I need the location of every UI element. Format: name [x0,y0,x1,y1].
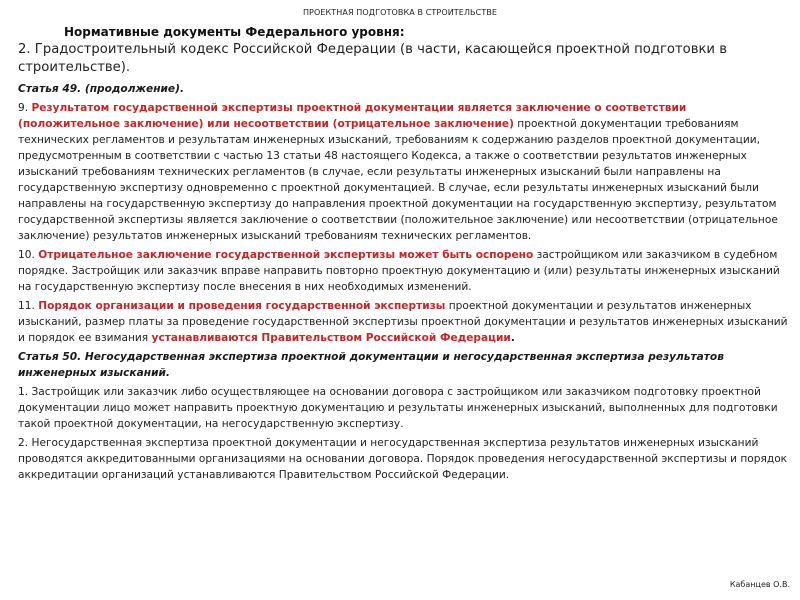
paragraph-10-text: застройщиком или заказчиком в судебном порядке. Застройщик или заказчик вправе направить повторно проектную документацию и (или) результаты инженерных изысканий на государственную экспертизу после внесения в них необходимых изменений. [18,249,780,293]
page-subtitle: 2. Градостроительный кодекс Российской Федерации (в части, касающейся проектной подготовки в строительстве). [18,42,727,75]
paragraph-11 [18,298,788,346]
paragraph-9 [18,100,788,244]
page-title: Нормативные документы Федерального уровня: [64,25,405,39]
paragraph-10 [18,247,788,295]
article-49-title [18,81,788,97]
paragraph-11-number: 11. [18,300,35,312]
article-49-title-text: Статья 49. (продолжение). [18,83,184,95]
paragraph-11-highlight-2: устанавливаются Правительством Российской Федерации [151,332,511,344]
article-50-paragraph-2: 2. Негосударственная экспертиза проектной документации и негосударственная экспертиза результатов инженерных изысканий проводятся аккредитованными организациями на основании договора. Порядок проведения негосударственной экспертизы и порядок аккредитации организаций устанавливаются Правительством Российской Федерации. [18,437,788,481]
article-50-paragraph-1: 1. Застройщик или заказчик либо осуществляющее на основании договора с застройщиком или заказчиком подготовку проектной документации лицо может направить проектную документацию и результаты инженерных изысканий, выполненных для подготовки такой проектной документации, на негосударственную экспертизу. [18,386,778,430]
content [18,81,788,486]
paragraph-11-end: . [510,332,515,344]
paragraph-10-number: 10. [18,249,35,261]
paragraph-9-highlight: Результатом государственной экспертизы проектной документации является заключение о соответствии (положительное заключение) или несоответствии (отрицательное заключение) [18,102,687,130]
article-50-title-text: Статья 50. Негосударственная экспертиза проектной документации и негосударственная экспертиза результатов инженерных изысканий. [18,351,724,379]
header-label: ПРОЕКТНАЯ ПОДГОТОВКА В СТРОИТЕЛЬСТВЕ [302,8,498,17]
paragraph-11-highlight: Порядок организации и проведения государственной экспертизы [38,300,446,312]
author: Кабанцев О.В. [729,580,790,589]
paragraph-10-highlight: Отрицательное заключение государственной экспертизы может быть оспорено [38,249,534,261]
paragraph-9-text: проектной документации требованиям технических регламентов и результатам инженерных изысканий, требованиям к содержанию разделов проектной документации, предусмотренным в соответствии с частью 13 статьи 48 настоящего Кодекса, а также о соответствии результатов инженерных изысканий требованиям технических регламентов (в случае, если результаты инженерных изысканий были направлены на государственную экспертизу одновременно с проектной документацией. В случае, если результаты инженерных изысканий были направлены на государственную экспертизу до направления проектной документации на государственную экспертизу, результатом государственной экспертизы является заключение о соответствии (положительное заключение) или несоответствии (отрицательное заключение) результатов инженерных изысканий требованиям технических регламентов. [18,118,778,242]
paragraph-11-text: проектной документации и результатов инженерных изысканий, размер платы за проведение государственной экспертизы проектной документации и результатов инженерных изысканий и порядок ее взимания [18,300,788,344]
article-50-title [18,349,788,381]
paragraph-9-number: 9. [18,102,29,114]
